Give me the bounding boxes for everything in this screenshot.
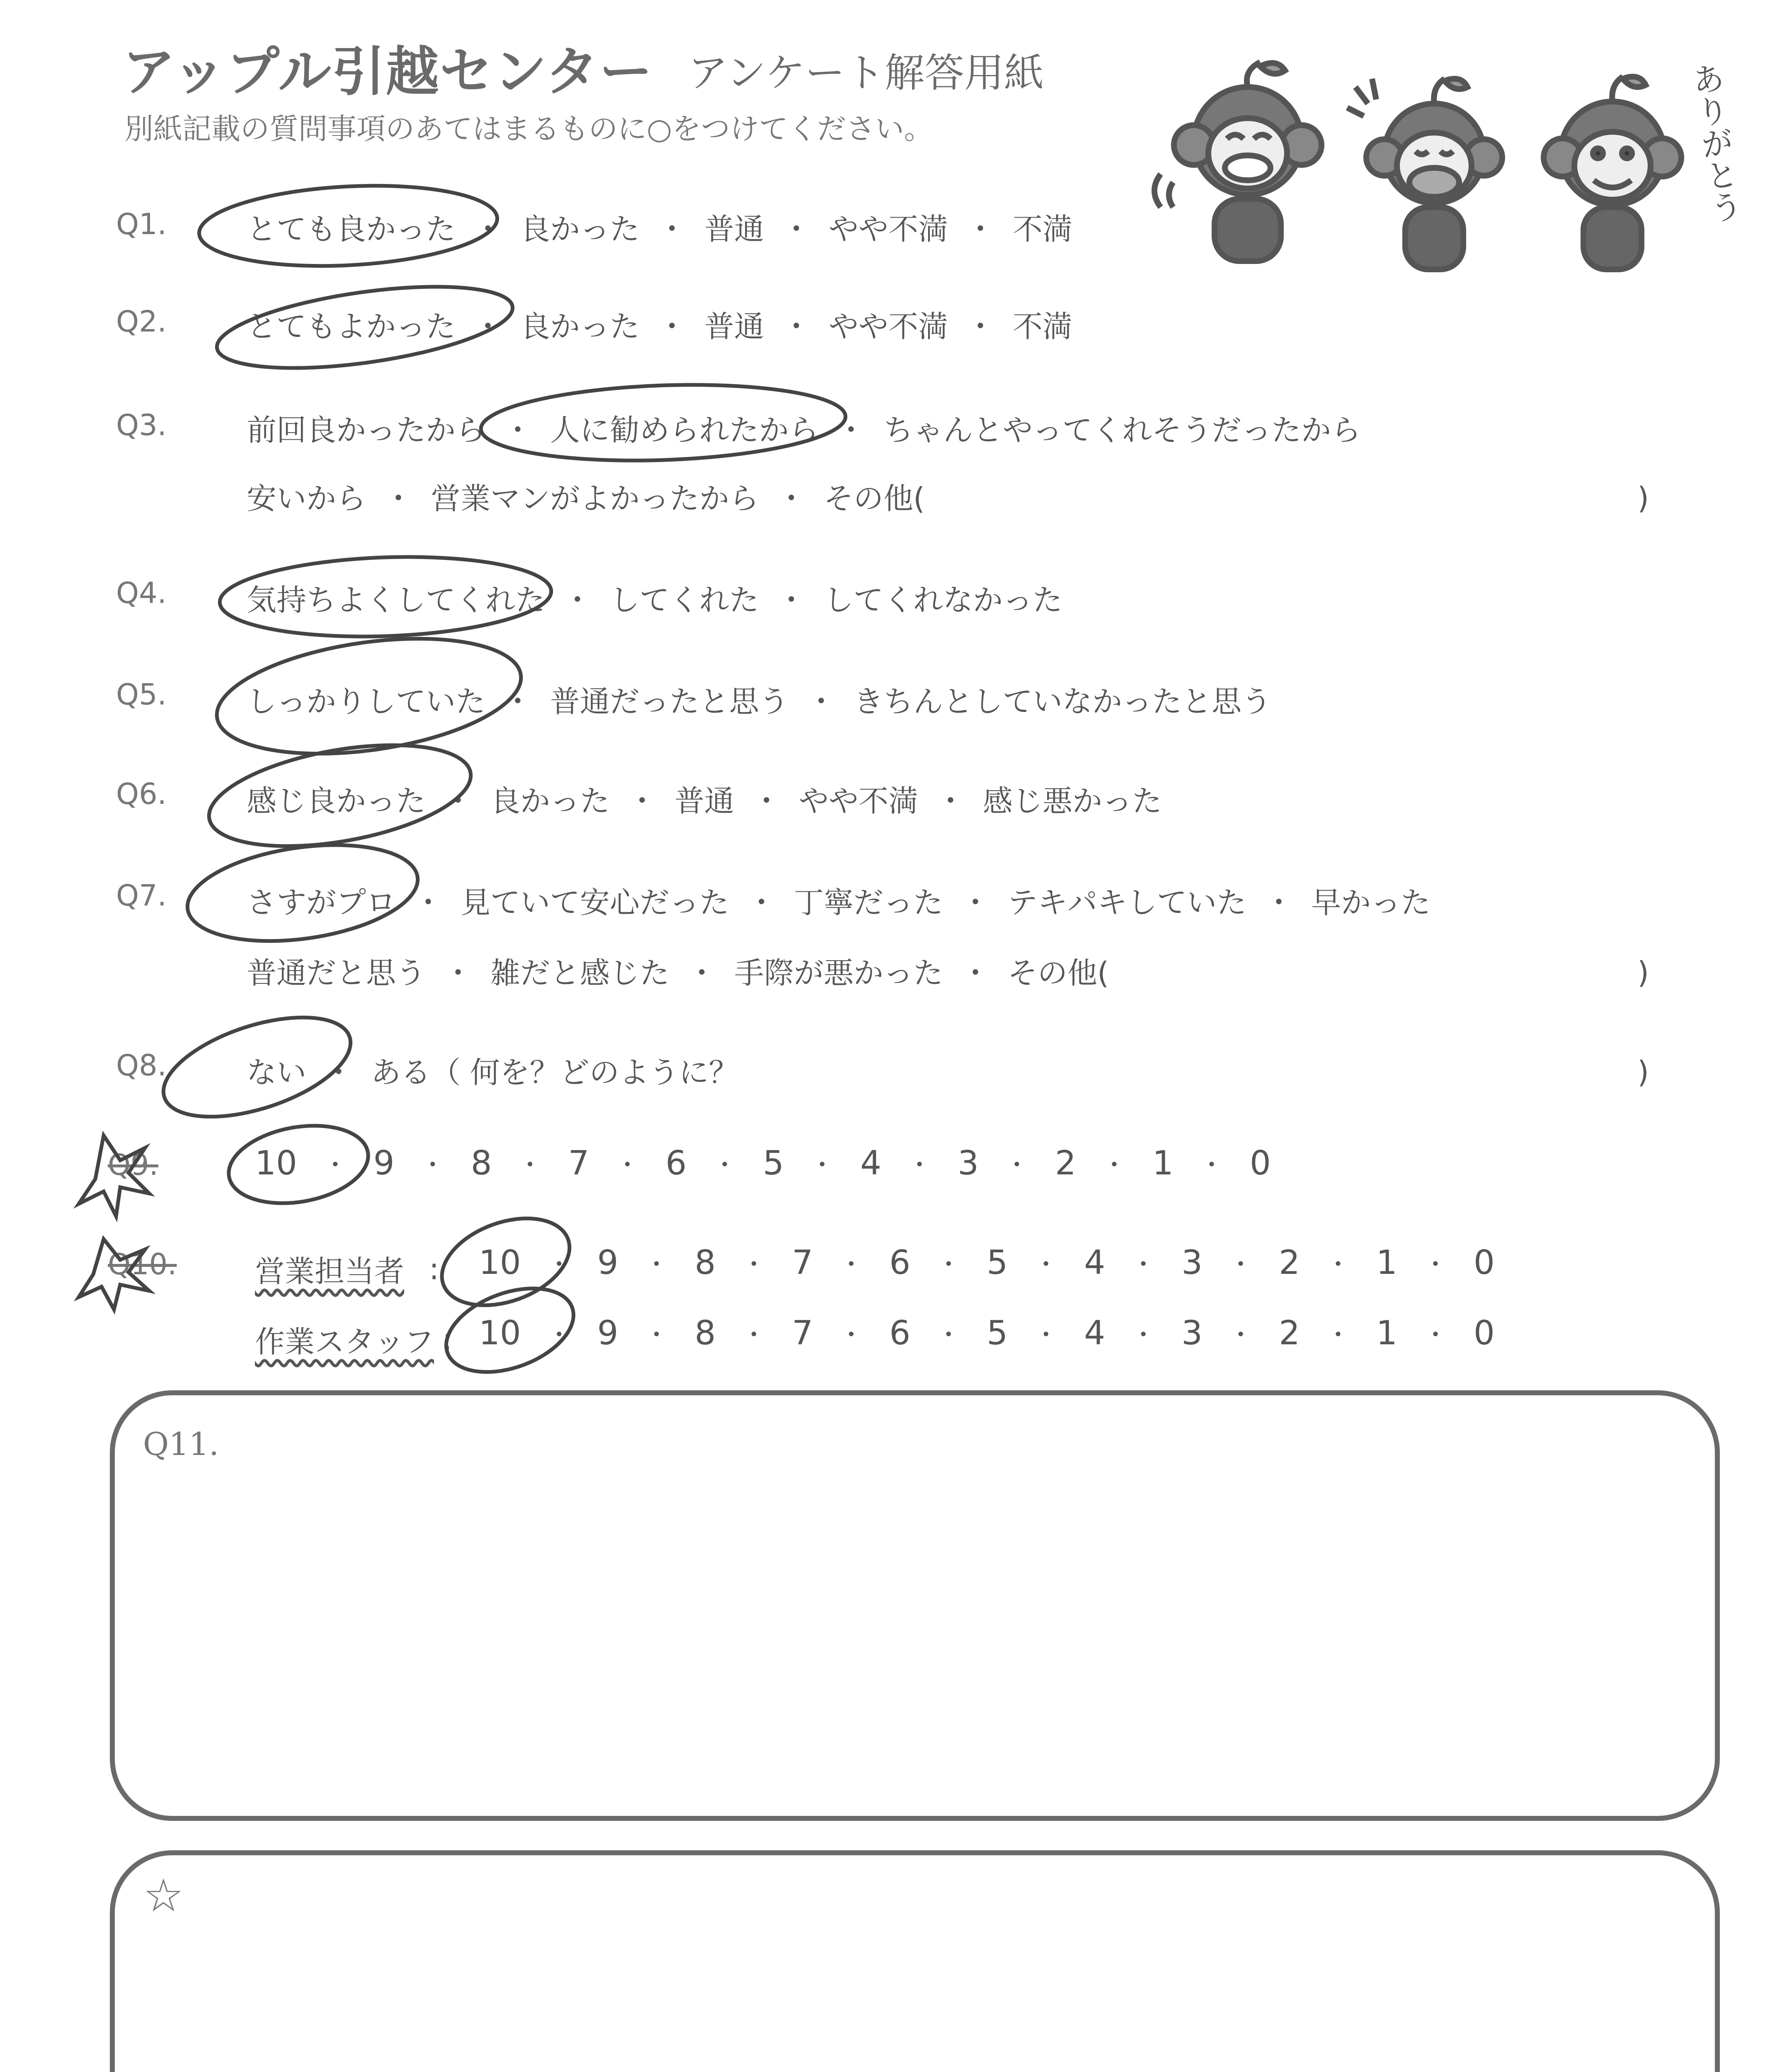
q10-staff-score-1[interactable]: 1 <box>1376 1314 1397 1352</box>
q3-selection-circle <box>480 379 847 467</box>
q7-option-6[interactable]: 普通だと思う <box>247 956 426 990</box>
q10-sales-score-5[interactable]: 5 <box>987 1243 1008 1282</box>
q10-staff-score-6[interactable]: 6 <box>889 1314 911 1352</box>
q9-label: Q9. <box>108 1148 158 1182</box>
q10-staff-selection-circle <box>435 1273 585 1388</box>
form-title: アップル引越センター <box>122 41 653 103</box>
q7-option-other[interactable]: その他( <box>1008 956 1109 990</box>
q7-option-7[interactable]: 雑だと感じた <box>490 956 670 990</box>
q6-option-5[interactable]: 感じ悪かった <box>983 784 1162 818</box>
q9-score-0[interactable]: 0 <box>1249 1144 1271 1182</box>
q8-option-1[interactable]: ない <box>247 1055 307 1090</box>
q3-option-2[interactable]: 人に勧められたから <box>550 413 819 448</box>
q10-staff-score-8[interactable]: 8 <box>694 1314 716 1352</box>
q2-selection-circle <box>212 272 518 383</box>
form-instruction: 別紙記載の質問事項のあてはまるものに○をつけてください。 <box>124 112 933 146</box>
q5-selection-circle <box>210 622 529 771</box>
q2-option-1[interactable]: とてもよかった <box>247 309 456 344</box>
q10-sales-score-7[interactable]: 7 <box>792 1243 813 1282</box>
q3-option-3[interactable]: ちゃんとやってくれそうだったから <box>883 413 1361 448</box>
q7-close-paren: ) <box>1637 955 1649 990</box>
q5-label: Q5. <box>116 678 167 712</box>
q8-close-paren: ) <box>1637 1055 1649 1089</box>
q5-option-3[interactable]: きちんとしていなかったと思う <box>853 684 1272 719</box>
q7-option-4[interactable]: テキパキしていた <box>1008 885 1247 920</box>
q1-label: Q1. <box>116 207 167 241</box>
star-comment-box[interactable] <box>110 1850 1720 2072</box>
q9-score-8[interactable]: 8 <box>470 1144 492 1182</box>
q10-staff-score-7[interactable]: 7 <box>792 1314 813 1352</box>
q1-option-2[interactable]: 良かった <box>520 212 640 247</box>
q6-option-4[interactable]: やや不満 <box>799 784 919 818</box>
q9-score-2[interactable]: 2 <box>1055 1144 1076 1182</box>
q9-scale: 10 ・ 9 ・ 8 ・ 7 ・ 6 ・ 5 ・ 4 ・ 3 ・ 2 ・ 1 ・ 0 <box>255 1144 1271 1182</box>
q9-selection-circle <box>223 1116 374 1213</box>
q10-staff-score-2[interactable]: 2 <box>1279 1314 1300 1352</box>
q2-option-2[interactable]: 良かった <box>520 309 640 344</box>
q10-staff-score-4[interactable]: 4 <box>1084 1314 1106 1352</box>
q2-option-3[interactable]: 普通 <box>704 309 764 344</box>
q1-selection-circle <box>197 179 499 273</box>
q5-option-1[interactable]: しっかりしていた <box>247 684 486 719</box>
q4-options: 気持ちよくしてくれた ・ してくれた ・ してくれなかった <box>247 576 1062 619</box>
q3-option-5[interactable]: 営業マンがよかったから <box>431 481 759 516</box>
q4-option-3[interactable]: してくれなかった <box>824 583 1063 617</box>
q10-label: Q10. <box>108 1247 177 1281</box>
q4-selection-circle <box>218 552 553 642</box>
q7-selection-circle <box>181 832 424 954</box>
q7-option-5[interactable]: 早かった <box>1311 885 1431 920</box>
q10-sales-scale: 10 ・ 9 ・ 8 ・ 7 ・ 6 ・ 5 ・ 4 ・ 3 ・ 2 ・ 1 ・ 0 <box>479 1243 1495 1282</box>
q7-option-1[interactable]: さすがプロ <box>247 885 396 920</box>
q9-score-10[interactable]: 10 <box>255 1144 297 1182</box>
q9-score-6[interactable]: 6 <box>665 1144 687 1182</box>
q6-option-3[interactable]: 普通 <box>674 784 735 818</box>
q7-options-line1: さすがプロ ・ 見ていて安心だった ・ 丁寧だった ・ テキパキしていた ・ 早かった <box>247 879 1430 922</box>
q10-sales-score-9[interactable]: 9 <box>597 1243 618 1282</box>
q3-close-paren: ) <box>1637 481 1649 516</box>
q8-selection-circle <box>152 997 363 1136</box>
q9-score-3[interactable]: 3 <box>958 1144 979 1182</box>
q10-star-mark <box>79 1239 149 1310</box>
q3-option-other[interactable]: その他( <box>824 481 925 516</box>
q10-staff-score-9[interactable]: 9 <box>597 1314 618 1352</box>
q7-option-3[interactable]: 丁寧だった <box>794 885 943 920</box>
q10-sales-score-0[interactable]: 0 <box>1473 1243 1495 1282</box>
q2-label: Q2. <box>116 305 167 339</box>
q1-options: とても良かった ・ 良かった ・ 普通 ・ やや不満 ・ 不満 <box>247 205 1072 248</box>
q5-option-2[interactable]: 普通だったと思う <box>550 684 789 719</box>
q10-sales-colon: : <box>429 1251 439 1286</box>
q2-options: とてもよかった ・ 良かった ・ 普通 ・ やや不満 ・ 不満 <box>247 303 1072 346</box>
q7-option-2[interactable]: 見ていて安心だった <box>461 885 730 920</box>
star-icon: ☆ <box>143 1869 184 1922</box>
q6-options: 感じ良かった ・ 良かった ・ 普通 ・ やや不満 ・ 感じ悪かった <box>247 777 1162 820</box>
q7-options-line2: 普通だと思う ・ 雑だと感じた ・ 手際が悪かった ・ その他( <box>247 949 1109 992</box>
q4-option-1[interactable]: 気持ちよくしてくれた <box>247 583 546 617</box>
q3-option-4[interactable]: 安いから <box>247 481 366 516</box>
q10-sales-score-2[interactable]: 2 <box>1279 1243 1300 1282</box>
q3-options-line2: 安いから ・ 営業マンがよかったから ・ その他( <box>247 474 925 518</box>
q6-option-1[interactable]: 感じ良かった <box>247 784 426 818</box>
q9-score-5[interactable]: 5 <box>763 1144 784 1182</box>
q10-sales-selection-circle <box>430 1202 582 1322</box>
q2-option-5[interactable]: 不満 <box>1013 309 1073 344</box>
form-subtitle: アンケート解答用紙 <box>688 50 1044 96</box>
q11-comment-box[interactable] <box>110 1390 1720 1821</box>
q10-staff-label: 作業スタッフ <box>255 1324 434 1359</box>
q10-staff-score-0[interactable]: 0 <box>1473 1314 1495 1352</box>
q10-staff-score-5[interactable]: 5 <box>987 1314 1008 1352</box>
mascot-thanks-text: ありがとう <box>1685 60 1744 226</box>
q8-options: ない ・ ある（ 何を？どのように？ <box>247 1048 739 1092</box>
q10-staff-score-3[interactable]: 3 <box>1181 1314 1203 1352</box>
q10-staff-score-10[interactable]: 10 <box>479 1314 521 1352</box>
q7-label: Q7. <box>116 879 167 913</box>
q6-selection-circle <box>201 728 478 864</box>
q8-option-2[interactable]: ある（ 何を？どのように？ <box>371 1055 739 1090</box>
q9-star-mark <box>79 1135 149 1216</box>
q9-score-7[interactable]: 7 <box>568 1144 589 1182</box>
q1-option-4[interactable]: やや不満 <box>829 212 948 247</box>
q10-staff-scale: 10 ・ 9 ・ 8 ・ 7 ・ 6 ・ 5 ・ 4 ・ 3 ・ 2 ・ 1 ・ 0 <box>479 1314 1495 1352</box>
q9-score-4[interactable]: 4 <box>860 1144 882 1182</box>
q10-sales-score-4[interactable]: 4 <box>1084 1243 1106 1282</box>
q4-option-2[interactable]: してくれた <box>610 583 759 617</box>
q10-staff-colon: : <box>442 1322 453 1357</box>
q1-option-3[interactable]: 普通 <box>704 212 764 247</box>
q6-option-2[interactable]: 良かった <box>490 784 610 818</box>
q9-score-9[interactable]: 9 <box>373 1144 395 1182</box>
q3-label: Q3. <box>116 408 167 442</box>
q1-option-5[interactable]: 不満 <box>1013 212 1073 247</box>
q10-sales-score-6[interactable]: 6 <box>889 1243 911 1282</box>
q3-option-1[interactable]: 前回良かったから <box>247 413 486 448</box>
q4-label: Q4. <box>116 576 167 610</box>
q3-options-line1: 前回良かったから ・ 人に勧められたから ・ ちゃんとやってくれそうだったから <box>247 406 1361 449</box>
q10-sales-score-3[interactable]: 3 <box>1181 1243 1203 1282</box>
q10-sales-label: 営業担当者 <box>255 1254 405 1289</box>
q8-label: Q8. <box>116 1048 167 1082</box>
q5-options: しっかりしていた ・ 普通だったと思う ・ きちんとしていなかったと思う <box>247 678 1271 721</box>
q1-option-1[interactable]: とても良かった <box>247 212 456 247</box>
q7-option-8[interactable]: 手際が悪かった <box>734 956 943 990</box>
q10-sales-score-10[interactable]: 10 <box>479 1243 521 1282</box>
q2-option-4[interactable]: やや不満 <box>829 309 948 344</box>
q10-sales-score-1[interactable]: 1 <box>1376 1243 1397 1282</box>
q6-label: Q6. <box>116 777 167 811</box>
q9-score-1[interactable]: 1 <box>1152 1144 1173 1182</box>
q11-label: Q11. <box>143 1426 219 1462</box>
q10-sales-score-8[interactable]: 8 <box>694 1243 716 1282</box>
